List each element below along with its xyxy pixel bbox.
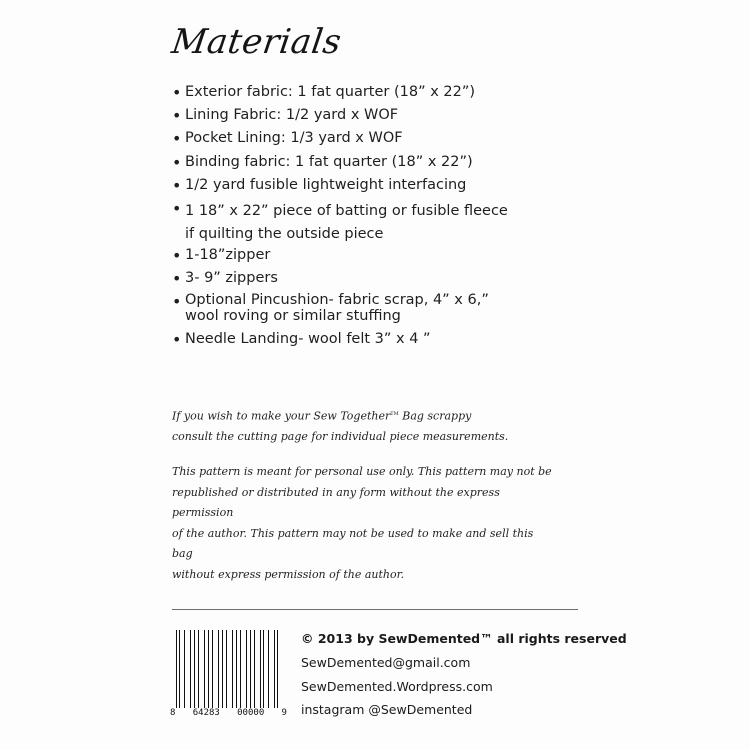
list-item: • Exterior fabric: 1 fat quarter (18” x 22”) [172,84,552,101]
scrappy-note [172,404,532,447]
website-text: SewDemented.Wordpress.com [301,678,493,694]
list-item-line: wool roving or similar stuffing [185,307,401,324]
barcode-digits [170,708,287,718]
list-item: • Needle Landing- wool felt 3” x 4 ” [172,331,552,348]
barcode-digit-group: 00000 [237,708,265,718]
list-item: • 1-18”zipper [172,247,552,264]
email-text: SewDemented@gmail.com [301,655,471,670]
barcode-bars [176,630,282,708]
list-item-line: if quilting the outside piece [185,225,384,242]
barcode-digit: 8 [170,708,176,718]
list-item: • Pocket Lining: 1/3 yard x WOF [172,130,552,147]
copyright-text: © 2013 by SewDemented™ all rights reserved [301,631,627,646]
materials-heading: Materials [169,22,344,62]
barcode-bar [228,630,229,708]
list-item [172,293,552,324]
barcode-bar [247,630,248,708]
usage-note-line: of the author. This pattern may not be used to make and sell this bag [172,526,534,560]
barcode-bar [186,630,187,708]
instagram-text: instagram @SewDemented [301,702,473,717]
barcode-bar [268,630,269,708]
divider [172,609,578,610]
usage-note-line: without express permission of the author. [172,567,405,581]
scrappy-note-text: consult the cutting page for individual piece measurements. [172,429,509,443]
footer-info [301,631,627,726]
list-item: • 1/2 yard fusible lightweight interfacing [172,177,552,194]
list-item: • Lining Fabric: 1/2 yard x WOF [172,107,552,124]
usage-note [172,462,552,585]
usage-note-line: republished or distributed in any form without the express permission [172,485,500,519]
usage-note-line: This pattern is meant for personal use only. This pattern may not be [172,465,552,478]
scrappy-note-text: If you wish to make your Sew Together [172,409,391,423]
barcode [170,628,287,722]
barcode-digit-group: 64283 [192,708,220,718]
list-item-line: Optional Pincushion- fabric scrap, 4” x 6,” [185,292,489,309]
barcode-bar [204,630,205,708]
list-item: • 3- 9” zippers [172,270,552,287]
list-item: • Binding fabric: 1 fat quarter (18” x 22”) [172,154,552,171]
list-item-line: 1 18” x 22” piece of batting or fusible fleece [185,202,508,219]
scrappy-note-text: Bag scrappy [398,409,472,423]
list-item [172,200,552,246]
barcode-digit: 9 [281,708,287,718]
materials-list [172,84,552,355]
trademark-mark: TM [390,411,399,417]
